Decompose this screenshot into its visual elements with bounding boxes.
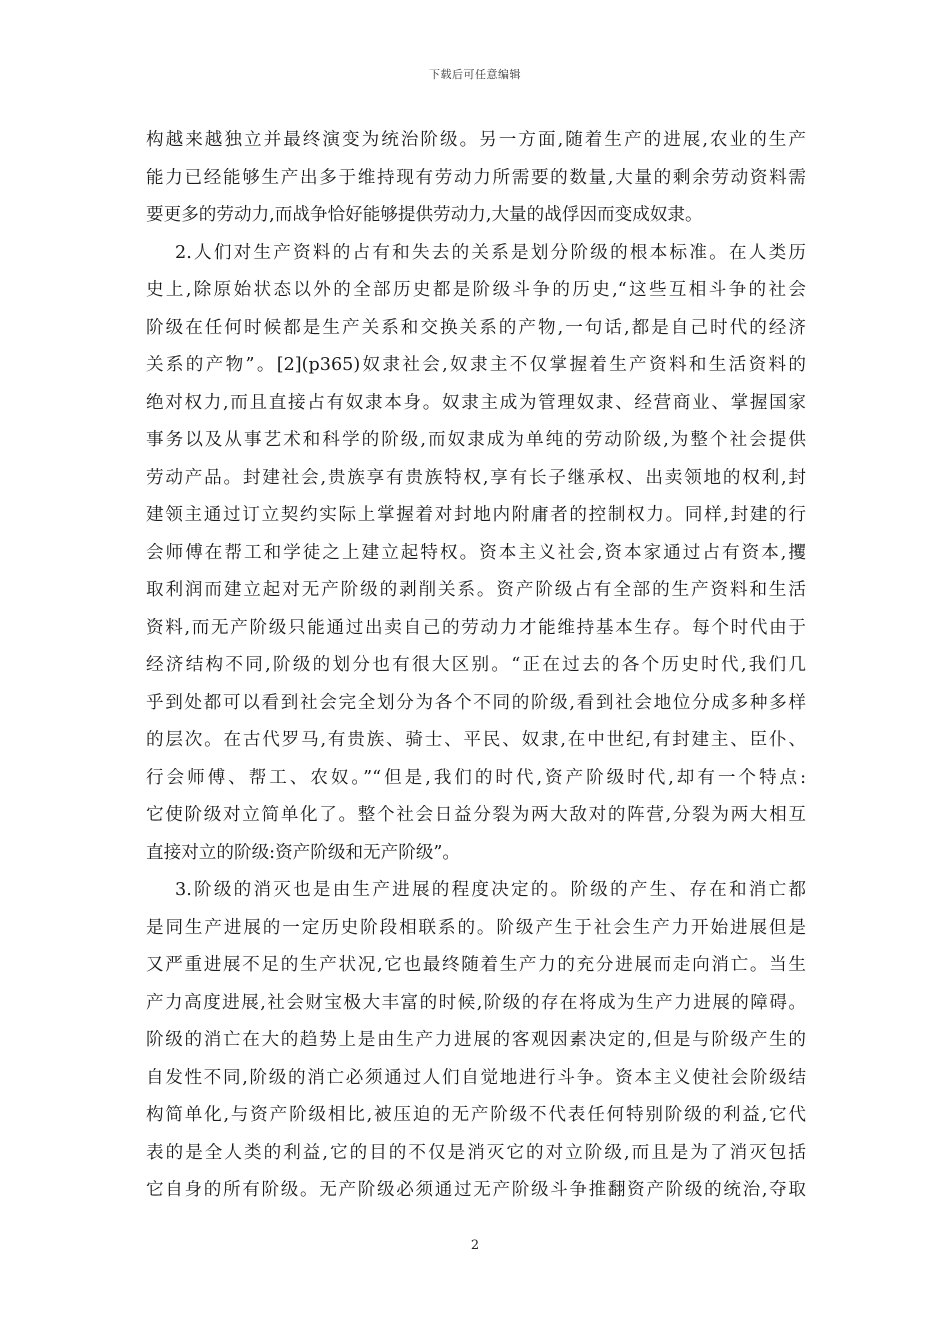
text-line: 能力已经能够生产出多于维持现有劳动力所需要的数量,大量的剩余劳动资料需 — [146, 167, 806, 188]
text-line: 构越来越独立并最终演变为统治阶级。另一方面,随着生产的进展,农业的生产 — [146, 130, 806, 150]
text-line: 会师傅在帮工和学徒之上建立起特权。资本主义社会,资本家通过占有资本,攫 — [146, 542, 806, 563]
text-line: 经济结构不同,阶级的划分也有很大区别。“正在过去的各个历史时代,我们几 — [146, 655, 806, 675]
text-line: 劳动产品。封建社会,贵族享有贵族特权,享有长子继承权、出卖领地的权利,封 — [146, 467, 806, 488]
text-line: 产力高度进展,社会财宝极大丰富的时候,阶级的存在将成为生产力进展的障碍。 — [146, 992, 806, 1013]
text-line: 阶级的消亡在大的趋势上是由生产力进展的客观因素决定的,但是与阶级产生的 — [146, 1030, 806, 1050]
document-body — [146, 122, 806, 1210]
text-line: 又严重进展不足的生产状况,它也最终随着生产力的充分进展而走向消亡。当生 — [146, 955, 806, 975]
text-line: 它使阶级对立简单化了。整个社会日益分裂为两大敌对的阵营,分裂为两大相互 — [146, 805, 806, 825]
text-line: 2.人们对生产资料的占有和失去的关系是划分阶级的根本标准。在人类历 — [175, 242, 806, 263]
text-line: 它自身的所有阶级。无产阶级必须通过无产阶级斗争推翻资产阶级的统治,夺取 — [146, 1180, 806, 1200]
text-line: 事务以及从事艺术和科学的阶级,而奴隶成为单纯的劳动阶级,为整个社会提供 — [146, 430, 806, 450]
text-line: 取利润而建立起对无产阶级的剥削关系。资产阶级占有全部的生产资料和生活 — [146, 580, 806, 600]
text-line: 建领主通过订立契约实际上掌握着对封地内附庸者的控制权力。同样,封建的行 — [146, 505, 806, 525]
text-line: 乎到处都可以看到社会完全划分为各个不同的阶级,看到社会地位分成多种多样 — [146, 692, 806, 713]
text-line: 是同生产进展的一定历史阶段相联系的。阶级产生于社会生产力开始进展但是 — [146, 917, 806, 938]
text-line: 的层次。在古代罗马,有贵族、骑士、平民、奴隶,在中世纪,有封建主、臣仆、 — [146, 730, 806, 750]
text-line: 3.阶级的消灭也是由生产进展的程度决定的。阶级的产生、存在和消亡都 — [175, 880, 806, 900]
text-line: 史上,除原始状态以外的全部历史都是阶级斗争的历史,“这些互相斗争的社会 — [146, 280, 806, 300]
text-line: 资料,而无产阶级只能通过出卖自己的劳动力才能维持基本生存。每个时代由于 — [146, 617, 806, 638]
page-number: 2 — [470, 1238, 480, 1253]
text-line: 行会师傅、帮工、农奴。”“但是,我们的时代,资产阶级时代,却有一个特点: — [146, 767, 806, 788]
text-line: 表的是全人类的利益,它的目的不仅是消灭它的对立阶级,而且是为了消灭包括 — [146, 1142, 806, 1163]
text-line: 关系的产物”。[2](p365)奴隶社会,奴隶主不仅掌握着生产资料和生活资料的 — [146, 355, 806, 375]
text-line: 要更多的劳动力,而战争恰好能够提供劳动力,大量的战俘因而变成奴隶。 — [146, 205, 703, 225]
text-line: 自发性不同,阶级的消亡必须通过人们自觉地进行斗争。资本主义使社会阶级结 — [146, 1067, 806, 1088]
text-line: 直接对立的阶级:资产阶级和无产阶级”。 — [146, 842, 461, 863]
text-line: 构简单化,与资产阶级相比,被压迫的无产阶级不代表任何特别阶级的利益,它代 — [146, 1105, 806, 1125]
page-header: 下载后可任意编辑 — [429, 68, 521, 81]
text-line: 阶级在任何时候都是生产关系和交换关系的产物,一句话,都是自己时代的经济 — [146, 317, 806, 338]
text-line: 绝对权力,而且直接占有奴隶本身。奴隶主成为管理奴隶、经营商业、掌握国家 — [146, 392, 806, 413]
